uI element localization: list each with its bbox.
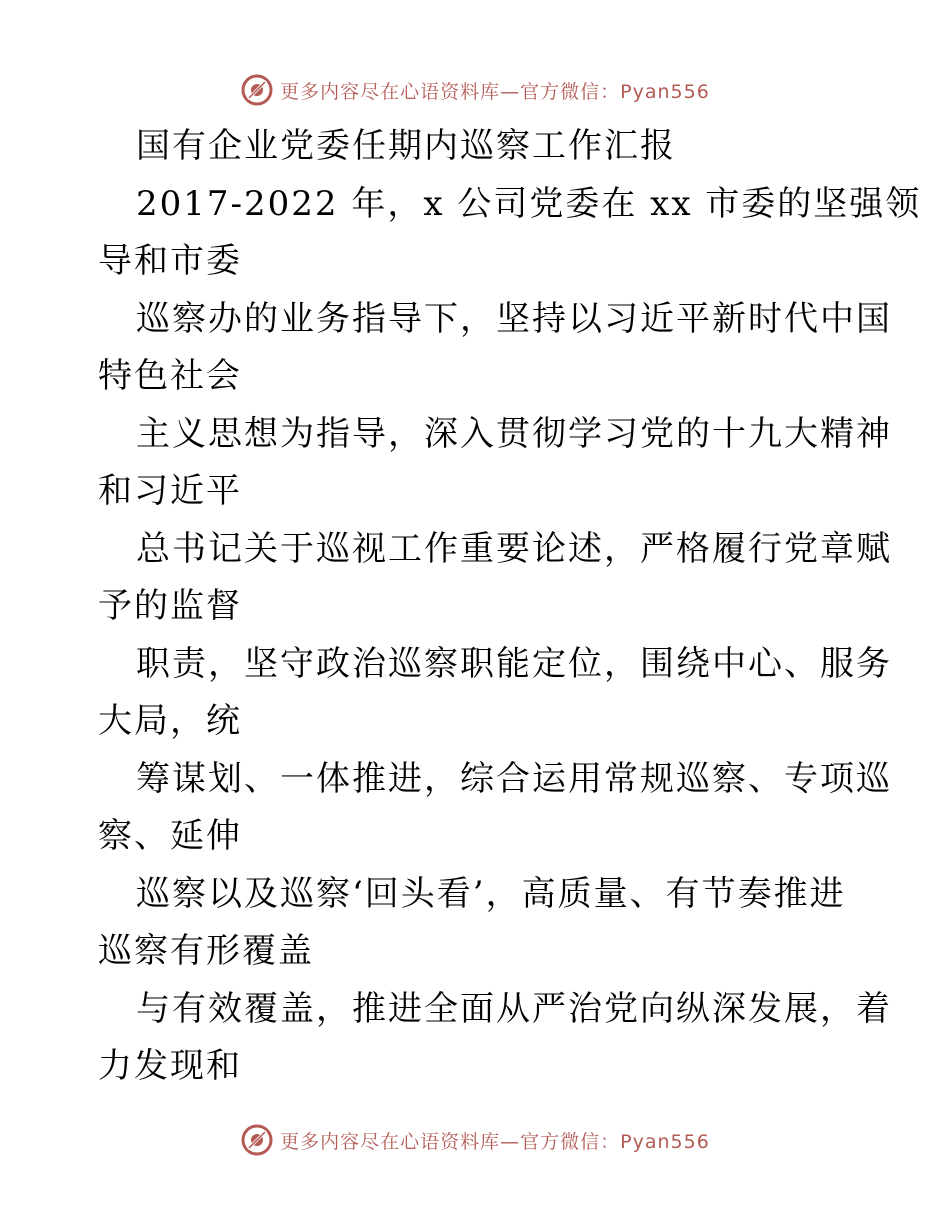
document-title: 国有企业党委任期内巡察工作汇报 (136, 126, 676, 166)
document-body (98, 118, 922, 1096)
header-banner-text: 更多内容尽在心语资料库—官方微信：Pyan556 (280, 80, 710, 103)
paragraph-line: 察、延伸 (98, 816, 242, 856)
logo-icon (240, 1123, 274, 1157)
paragraph-line: 主义思想为指导，深入贯彻学习党的十九大精神 (136, 413, 892, 454)
paragraph-line: 力发现和 (98, 1046, 242, 1086)
header-banner (0, 70, 950, 110)
logo-icon (240, 73, 274, 107)
paragraph-line: 巡察以及巡察‘回头看’，高质量、有节奏推进 (136, 873, 846, 914)
paragraph-line: 职责，坚守政治巡察职能定位，围绕中心、服务 (136, 643, 892, 684)
paragraph-line: 与有效覆盖，推进全面从严治党向纵深发展，着 (136, 988, 892, 1029)
paragraph-line: 总书记关于巡视工作重要论述，严格履行党章赋 (136, 528, 892, 569)
paragraph-line: 特色社会 (98, 356, 242, 396)
footer-banner-text: 更多内容尽在心语资料库—官方微信：Pyan556 (280, 1130, 710, 1153)
paragraph-line: 巡察办的业务指导下，坚持以习近平新时代中国 (136, 298, 892, 339)
paragraph-line: 导和市委 (98, 241, 242, 281)
paragraph-line: 筹谋划、一体推进，综合运用常规巡察、专项巡 (136, 758, 892, 799)
paragraph-line: 和习近平 (98, 471, 242, 511)
paragraph-line: 予的监督 (98, 586, 242, 626)
paragraph-line: 巡察有形覆盖 (98, 931, 314, 971)
paragraph-line: 2017-2022 年，x 公司党委在 xx 市委的坚强领 (136, 183, 922, 224)
paragraph-line: 大局，统 (98, 701, 242, 741)
footer-banner (0, 1120, 950, 1160)
